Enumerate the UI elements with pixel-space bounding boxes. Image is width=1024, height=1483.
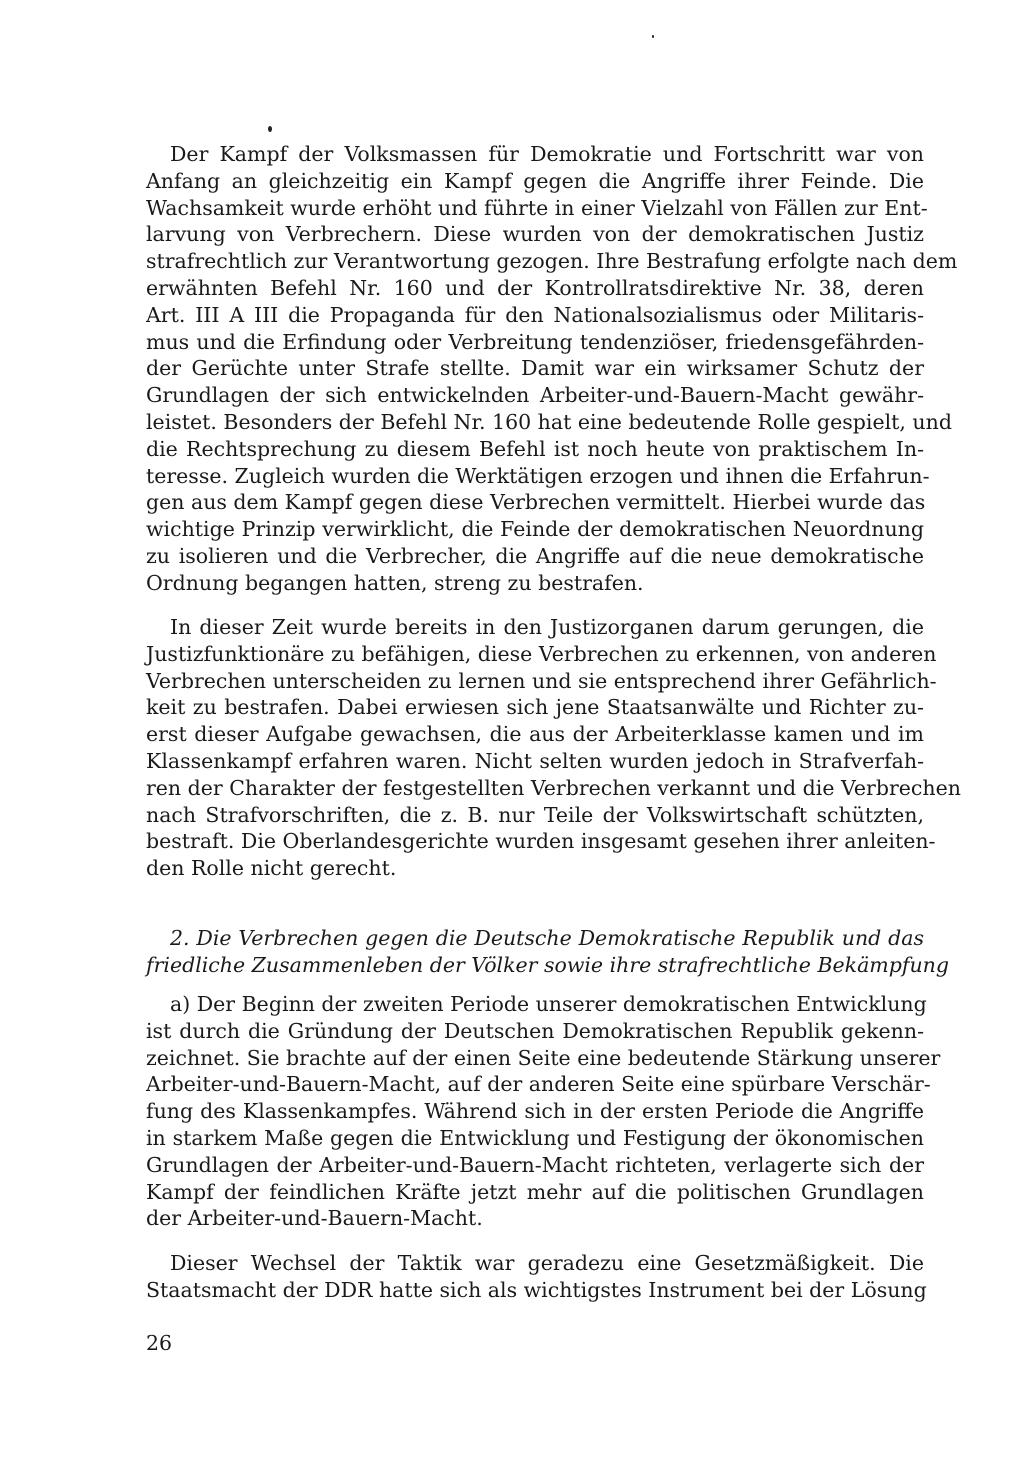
text-line: leistet. Besonders der Befehl Nr. 160 hat eine bedeutende Rolle gespielt, und	[146, 409, 952, 434]
text-line: in starkem Maße gegen die Entwicklung und Festigung der ökonomischen	[146, 1125, 924, 1150]
text-line: erst dieser Aufgabe gewachsen, die aus der Arbeiterklasse kamen und im	[146, 722, 924, 747]
ink-speck	[652, 35, 654, 38]
ink-speck	[268, 126, 272, 132]
heading-line: friedliche Zusammenleben der Völker sowie ihre strafrechtliche Bekämpfung	[146, 952, 949, 977]
text-line: zeichnet. Sie brachte auf der einen Seite eine bedeutende Stärkung unserer	[146, 1045, 941, 1070]
text-line: ren der Charakter der festgestellten Verbrechen verkannt und die Verbrechen	[146, 775, 961, 800]
text-line: a) Der Beginn der zweiten Periode unserer demokratischen Entwicklung	[170, 992, 927, 1016]
text-line: Verbrechen unterscheiden zu lernen und sie entsprechend ihrer Gefährlich-	[146, 668, 937, 693]
text-line: keit zu bestrafen. Dabei erwiesen sich jene Staatsanwälte und Richter zu-	[146, 695, 924, 720]
text-line: bestraft. Die Oberlandesgerichte wurden insgesamt gesehen ihrer anleiten-	[146, 829, 936, 854]
text-line: der Gerüchte unter Strafe stellte. Damit war ein wirksamer Schutz der	[146, 356, 924, 381]
heading-line: 2. Die Verbrechen gegen die Deutsche Demokratische Republik und das	[170, 926, 924, 950]
text-line: Art. III A III die Propaganda für den Nationalsozialismus oder Militaris-	[146, 302, 924, 327]
text-line: Klassenkampf erfahren waren. Nicht selten wurden jedoch in Strafverfah-	[146, 748, 924, 773]
text-line: die Rechtsprechung zu diesem Befehl ist noch heute von praktischem In-	[146, 436, 924, 461]
text-line: Kampf der feindlichen Kräfte jetzt mehr auf die politischen Grundlagen	[146, 1179, 924, 1204]
text-line: teresse. Zugleich wurden die Werktätigen erzogen und ihnen die Erfahrun-	[146, 463, 930, 488]
page-number: 26	[146, 1331, 173, 1355]
text-line: der Arbeiter-und-Bauern-Macht.	[146, 1206, 483, 1231]
text-line: gen aus dem Kampf gegen diese Verbrechen vermittelt. Hierbei wurde das	[146, 490, 926, 515]
paragraph-4	[146, 1250, 927, 1304]
text-line: In dieser Zeit wurde bereits in den Justizorganen darum gerungen, die	[170, 615, 924, 639]
section-heading	[146, 925, 949, 979]
text-line: wichtige Prinzip verwirklicht, die Feinde der demokratischen Neuordnung	[146, 517, 924, 542]
text-line: mus und die Erfindung oder Verbreitung tendenziöser, friedensgefährden-	[146, 329, 924, 354]
text-line: erwähnten Befehl Nr. 160 und der Kontrollratsdirektive Nr. 38, deren	[146, 275, 924, 300]
text-line: nach Strafvorschriften, die z. B. nur Teile der Volkswirtschaft schützten,	[146, 802, 924, 827]
text-line: Wachsamkeit wurde erhöht und führte in einer Vielzahl von Fällen zur Ent-	[146, 195, 928, 220]
text-line: Ordnung begangen hatten, streng zu bestrafen.	[146, 570, 644, 595]
paragraph-3	[146, 991, 941, 1232]
text-line: Der Kampf der Volksmassen für Demokratie und Fortschritt war von	[170, 142, 924, 166]
text-line: den Rolle nicht gerecht.	[146, 856, 397, 881]
text-line: Staatsmacht der DDR hatte sich als wichtigstes Instrument bei der Lösung	[146, 1277, 927, 1302]
text-line: Justizfunktionäre zu befähigen, diese Verbrechen zu erkennen, von anderen	[146, 641, 937, 666]
paragraph-1	[146, 141, 958, 597]
paragraph-2	[146, 614, 961, 882]
text-line: fung des Klassenkampfes. Während sich in der ersten Periode die Angriffe	[146, 1099, 924, 1124]
text-line: Grundlagen der sich entwickelnden Arbeiter-und-Bauern-Macht gewähr-	[146, 383, 924, 408]
text-line: strafrechtlich zur Verantwortung gezogen. Ihre Bestrafung erfolgte nach dem	[146, 249, 958, 274]
text-line: Dieser Wechsel der Taktik war geradezu eine Gesetzmäßigkeit. Die	[170, 1251, 924, 1275]
text-line: Anfang an gleichzeitig ein Kampf gegen die Angriffe ihrer Feinde. Die	[146, 168, 924, 193]
text-line: Grundlagen der Arbeiter-und-Bauern-Macht richteten, verlagerte sich der	[146, 1152, 924, 1177]
text-line: zu isolieren und die Verbrecher, die Angriffe auf die neue demokratische	[146, 543, 924, 568]
text-line: Arbeiter-und-Bauern-Macht, auf der anderen Seite eine spürbare Verschär-	[146, 1072, 931, 1097]
text-line: larvung von Verbrechern. Diese wurden von der demokratischen Justiz	[146, 222, 924, 247]
text-line: ist durch die Gründung der Deutschen Demokratischen Republik gekenn-	[146, 1018, 924, 1043]
